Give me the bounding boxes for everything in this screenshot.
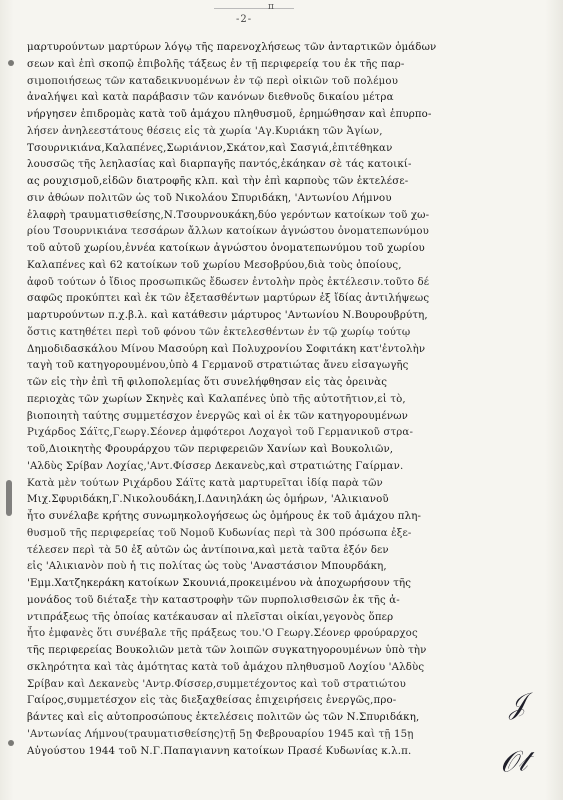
text-line: ἀφοῦ τούτων ὁ ἴδιος προσωπικῶς ἔδωσεν ἐντολὴν πρὸς ἐκτέλεσιν.τοῦτο δέ	[27, 276, 430, 288]
text-line: νήργησεν ἐπιδρομὰς κατὰ τοῦ ἀμάχου πληθυσμοῦ, ἐρημώθησαν καὶ ἐπυρπο-	[27, 109, 432, 120]
punch-hole-bottom	[8, 740, 14, 746]
text-line: Κατὰ μὲν τούτων Ριχάρδου Σάϊτς κατὰ μαρτυρεῖται ἰδίᾳ παρὰ τῶν	[27, 477, 383, 489]
text-line: σεων καὶ ἐπὶ σκοπῷ ἐπιβολῆς τάξεως ἐν τῇ περιφερείᾳ του ἐκ τῆς παρ-	[27, 58, 405, 70]
text-line: τῶν εἰς τὴν ἐπὶ τῆ φιλοπολεμίας ὅτι συνελήφθησαν εἰς τὰς ὀρεινὰς	[27, 377, 388, 388]
text-line: Τσουρνικιάνα,Καλαπένες,Σωριάνιον,Σκάτον,καὶ Σασγιά,ἐπιτέθηκαν	[27, 142, 393, 154]
punch-hole-top	[8, 60, 14, 66]
text-line: τοῦ,Διοικητὴς Φρουράρχου τῶν περιφερειῶν Χανίων καὶ Βουκολιῶν,	[27, 444, 394, 455]
margin-mark	[6, 480, 12, 516]
text-line: τοῦ αὐτοῦ χωρίου,ἐννέα κατοίκων ἀγνώστου ὀνοματεπωνύμου τοῦ χωρίου	[27, 243, 425, 254]
text-line: 'Αλδὺς Σρίβαν Λοχίας,'Αντ.Φίσσερ Δεκανεὺς,καὶ στρατιώτης Γαίρμαν.	[27, 460, 404, 472]
text-line: σιν ἀθώων πολιτῶν ὡς τοῦ Νικολάου Σπυριδάκη, 'Αντωνίου Λήμνου	[27, 192, 392, 204]
text-line: Μιχ.Σφυριδάκη,Γ.Νικολουδάκη,Ι.Δανιηλάκη ὡς ὁμήρων, 'Αλικιανοῦ	[27, 494, 389, 506]
page-number: -2-	[236, 14, 253, 25]
text-line: μονάδος τοῦ διέταξε τὴν καταστροφὴν τῶν πυρπολισθεισῶν ἐκ τῆς ἀ-	[27, 594, 400, 606]
text-line: θυσμοῦ τῆς περιφερείας τοῦ Νομοῦ Κυδωνίας περὶ τὰ 300 πρόσωπα ἐξε-	[27, 527, 412, 539]
handwritten-initial: 𝒥	[505, 688, 528, 722]
text-line: ἦτο συνέλαβε κρήτης συνωμηκολογήσεως ὡς ὁμήρους ἐκ τοῦ ἀμάχου πλη-	[27, 511, 422, 522]
text-line: 'Αντωνίας Λήμνου(τραυματισθείσης)τῇ 5ῃ Φεβρουαρίου 1945 καὶ τῇ 15ῃ	[27, 728, 414, 740]
text-line: σιμοποιήσεως τῶν καταδεικνυομένων ἐν τῷ περὶ οἰκιῶν τοῦ πολέμου	[27, 75, 399, 87]
text-line: περιοχὰς τῶν χωρίων Σκηνὲς καὶ Καλαπένες ὑπὸ τῆς αὐτοτῆτιον,εἰ τὸ,	[27, 393, 406, 405]
text-line: ἐλαφρὴ τραυματισθείσης,Ν.Τσουρνουκάκη,δύο γερόντων κατοίκων τοῦ χω-	[27, 209, 430, 221]
text-line: σαφῶς προκύπτει καὶ ἐκ τῶν ἐξετασθέντων μαρτύρων ἐξ ἴδίας ἀντιλήψεως	[27, 293, 430, 305]
text-line: Δημοδιδασκάλου Μίνου Μασούρη καὶ Πολυχρονίου Σοφιτάκη κατ'ἐντολὴν	[27, 343, 426, 355]
text-line: μαρτυρούντων π.χ.β.λ. καὶ κατάθεσιν μάρτυρος 'Αντωνίου Ν.Βουρουβρύτη,	[27, 310, 428, 321]
text-line: τέλεσεν περὶ τὰ 50 ἐξ αὐτῶν ὡς ἀντίποινα,καὶ μετὰ ταῦτα ἐξόν δεν	[27, 544, 389, 556]
text-line: ρίου Τσουρνικιάνα τεσσάρων ἄλλων κατοίκων ἀγνώστου ὀνοματεπωνύμου	[27, 226, 430, 238]
text-line: ὅστις κατηθέτει περὶ τοῦ φόνου τῶν ἐκτελεσθέντων ἐν τῷ χωρίῳ τούτῳ	[27, 326, 411, 338]
text-line: 'Εμμ.Χατζηκεράκη κατοίκων Σκουνιά,προκειμένου νὰ ἀποχωρήσουν τῆς	[27, 578, 412, 589]
text-line: βάντες καὶ εἰς αὐτοπροσώπους ἐκτελέσεις πολιτῶν ὡς τῶν Ν.Σπυριδάκη,	[27, 712, 420, 723]
typed-body	[27, 40, 555, 760]
text-line: λήσεν ἀνηλεεστάτους θέσεις εἰς τὰ χωρία 'Αγ.Κυριάκη τῶν Ἁγίων,	[27, 125, 383, 137]
text-line: ἦτο ἐμφανὲς ὅτι συνέβαλε τῆς πράξεως του.'Ο Γεωργ.Σέονερ φρούραρχος	[27, 628, 418, 640]
top-mark: π	[268, 2, 274, 12]
text-line: ντιπράξεως τῆς ὁποίας κατέκαυσαν αἱ πλεῖσται οἰκίαι,γεγονὸς ὅπερ	[27, 611, 394, 623]
text-line: Γαίρος,συμμετέσχον εἰς τὰς διεξαχθείσας ἐπιχειρήσεις ἐνεργῶς,προ-	[27, 695, 397, 707]
text-line: βιοποιητὴ ταύτης συμμετέσχον ἐνεργῶς καὶ οἱ ἐκ τῶν κατηγορουμένων	[27, 410, 409, 422]
text-line: ἀναλήψει καὶ κατὰ παράβασιν τῶν κανόνων διεθνοῦς δικαίου μέτρα	[27, 92, 394, 104]
text-line: μαρτυρούντων μαρτύρων λόγῳ τῆς παρενοχλήσεως τῶν ἀνταρτικῶν ὁμάδων	[27, 42, 437, 53]
text-line: Αὐγούστου 1944 τοῦ Ν.Γ.Παπαγιαννη κατοίκων Πρασέ Κυδωνίας κ.λ.π.	[27, 745, 412, 757]
text-line: ταγὴ τοῦ κατηγορουμένου,ὑπὸ 4 Γερμανοῦ στρατιώτας ἄνευ εἰσαγωγῆς	[27, 360, 409, 372]
handwritten-signature: 𝒪𝓉	[498, 744, 529, 779]
text-line: σκληρότητα καὶ τὰς ἀμότητας κατὰ τοῦ ἀμάχου πληθυσμοῦ Λοχίου 'Αλδὺς	[27, 661, 425, 673]
text-line: ας ρουχισμοῦ,εἰδῶν διατροφῆς κλπ. καὶ τὴν ἐπὶ καρποὺς τῶν ἐκτελέσε-	[27, 176, 409, 187]
header-rule	[214, 8, 294, 9]
text-line: λουσσῶς τῆς λεηλασίας καὶ διαρπαγῆς παντός,ἐκάηκαν σὲ τάς κατοικί-	[27, 159, 412, 171]
text-line: εἰς 'Αλικιανὸν ποὺ ἡ τις πολίτας ὡς τοὺς 'Αναστάσιον Μπουρδάκη,	[27, 561, 387, 573]
text-line: τῆς περιφερείας Βουκολιῶν μετὰ τῶν λοιπῶν συγκατηγορουμένων ὑπὸ τὴν	[27, 645, 427, 656]
text-line: Ριχάρδος Σάϊτς,Γεωργ.Σέονερ ἀμφότεροι Λοχαγοὶ τοῦ Γερμανικοῦ στρα-	[27, 427, 414, 439]
text-line: Καλαπένες καὶ 62 κατοίκων τοῦ χωρίου Μεσοβρύου,διὰ τοὺς ὁποίους,	[27, 259, 402, 271]
text-line: Σρίβαν καὶ Δεκανεὺς 'Αντρ.Φίσσερ,συμμετέχοντος καὶ τοῦ στρατιώτου	[27, 678, 406, 690]
